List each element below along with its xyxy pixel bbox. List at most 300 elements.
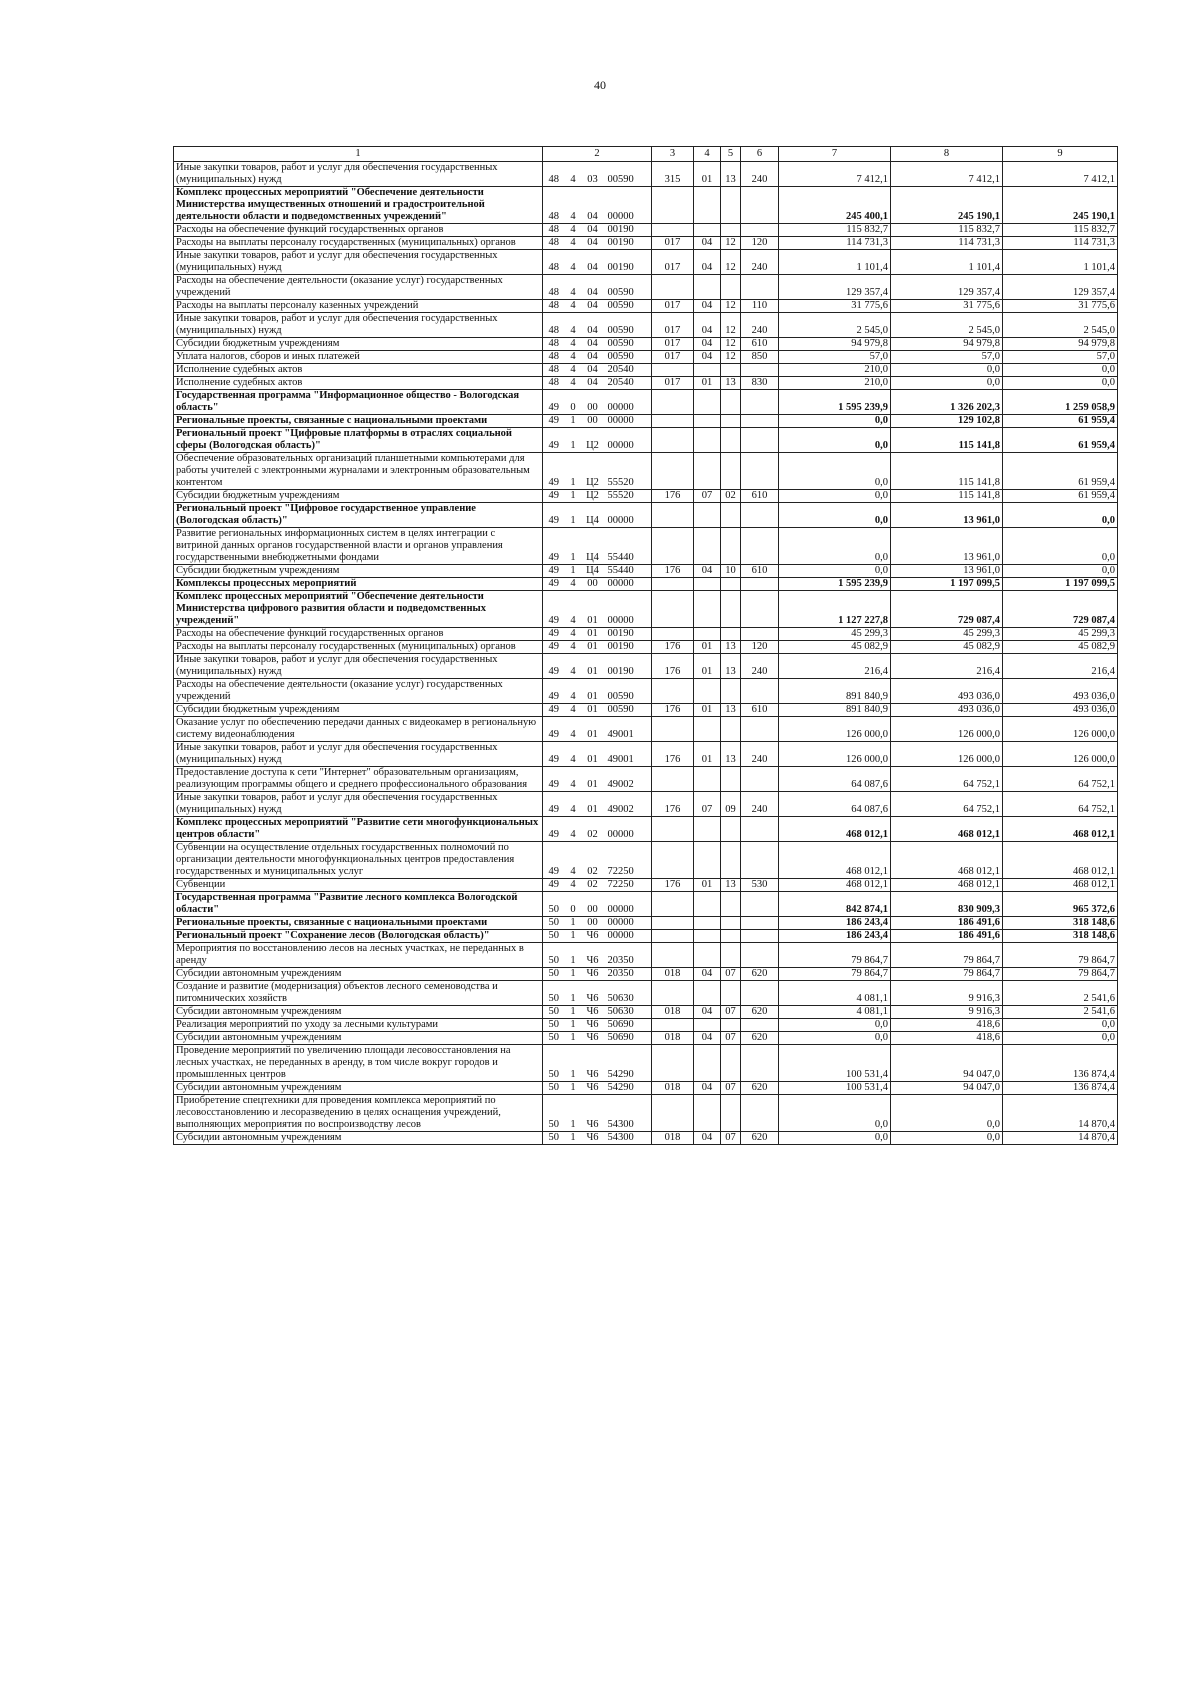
ministry-code (652, 390, 694, 415)
subprogram-code: 04 (582, 300, 604, 313)
row-name: Государственная программа "Информационное общество - Вологодская область" (174, 390, 543, 415)
value-col-8: 1 326 202,3 (891, 390, 1003, 415)
row-name: Оказание услуг по обеспечению передачи данных с видеокамер в региональную систему видеонаблюдения (174, 717, 543, 742)
expense-type-code (741, 224, 779, 237)
row-name: Государственная программа "Развитие лесного комплекса Вологодской области" (174, 892, 543, 917)
subprogram-code: 01 (582, 591, 604, 628)
ministry-code: 176 (652, 742, 694, 767)
value-col-7: 1 101,4 (779, 250, 891, 275)
value-col-7: 1 127 227,8 (779, 591, 891, 628)
subsection-code: 07 (721, 1082, 741, 1095)
page-number: 40 (594, 78, 606, 92)
direction-code: 00590 (604, 704, 652, 717)
value-col-7: 94 979,8 (779, 338, 891, 351)
value-col-7: 842 874,1 (779, 892, 891, 917)
type-code: 4 (565, 641, 582, 654)
row-name: Комплекс процессных мероприятий "Обеспечение деятельности Министерства цифрового развития области и подведомственных учреждений" (174, 591, 543, 628)
row-name: Иные закупки товаров, работ и услуг для обеспечения государственных (муниципальных) нужд (174, 742, 543, 767)
ministry-code (652, 767, 694, 792)
ministry-code (652, 717, 694, 742)
value-col-8: 830 909,3 (891, 892, 1003, 917)
subsection-code (721, 917, 741, 930)
section-code: 01 (694, 654, 721, 679)
direction-code: 00190 (604, 628, 652, 641)
subprogram-code: 02 (582, 879, 604, 892)
subprogram-code: Ч6 (582, 1006, 604, 1019)
type-code: 1 (565, 1095, 582, 1132)
ministry-code: 176 (652, 641, 694, 654)
ministry-code: 315 (652, 162, 694, 187)
subprogram-code: 01 (582, 628, 604, 641)
program-code: 50 (543, 968, 565, 981)
expense-type-code (741, 415, 779, 428)
value-col-9: 31 775,6 (1003, 300, 1118, 313)
direction-code: 54300 (604, 1132, 652, 1145)
subsection-code: 12 (721, 351, 741, 364)
section-code (694, 679, 721, 704)
expense-type-code (741, 943, 779, 968)
direction-code: 00190 (604, 654, 652, 679)
value-col-8: 418,6 (891, 1019, 1003, 1032)
ministry-code (652, 981, 694, 1006)
value-col-8: 79 864,7 (891, 943, 1003, 968)
subsection-code: 07 (721, 1032, 741, 1045)
program-code: 50 (543, 1132, 565, 1145)
direction-code: 54290 (604, 1082, 652, 1095)
row-name: Исполнение судебных актов (174, 377, 543, 390)
subprogram-code: 01 (582, 792, 604, 817)
program-code: 48 (543, 224, 565, 237)
subsection-code (721, 1019, 741, 1032)
section-code: 04 (694, 968, 721, 981)
section-code: 04 (694, 338, 721, 351)
subprogram-code: 01 (582, 641, 604, 654)
row-name: Приобретение спецтехники для проведения комплекса мероприятий по лесовосстановлению и лесоразведению в целях оснащения учреждений, выполняющих мероприятия по воспроизводству лесов (174, 1095, 543, 1132)
table-row (174, 415, 1118, 428)
direction-code: 50630 (604, 981, 652, 1006)
subprogram-code: 00 (582, 917, 604, 930)
table-row (174, 879, 1118, 892)
direction-code: 00190 (604, 250, 652, 275)
value-col-9: 2 541,6 (1003, 981, 1118, 1006)
ministry-code (652, 628, 694, 641)
program-code: 50 (543, 943, 565, 968)
subsection-code (721, 503, 741, 528)
program-code: 49 (543, 453, 565, 490)
row-name: Субсидии бюджетным учреждениям (174, 704, 543, 717)
value-col-8: 45 299,3 (891, 628, 1003, 641)
row-name: Комплекс процессных мероприятий "Развитие сети многофункциональных центров области" (174, 817, 543, 842)
direction-code: 00190 (604, 237, 652, 250)
row-name: Иные закупки товаров, работ и услуг для обеспечения государственных (муниципальных) нужд (174, 162, 543, 187)
ministry-code (652, 842, 694, 879)
subsection-code: 12 (721, 300, 741, 313)
type-code: 4 (565, 792, 582, 817)
direction-code: 00590 (604, 679, 652, 704)
program-code: 48 (543, 237, 565, 250)
header-col-8: 8 (891, 147, 1003, 162)
direction-code: 00590 (604, 351, 652, 364)
value-col-8: 0,0 (891, 1132, 1003, 1145)
value-col-9: 0,0 (1003, 503, 1118, 528)
value-col-9: 468 012,1 (1003, 842, 1118, 879)
subsection-code: 07 (721, 968, 741, 981)
subsection-code (721, 981, 741, 1006)
section-code: 07 (694, 792, 721, 817)
program-code: 49 (543, 565, 565, 578)
direction-code: 00000 (604, 578, 652, 591)
table-row (174, 351, 1118, 364)
value-col-8: 94 047,0 (891, 1082, 1003, 1095)
section-code (694, 591, 721, 628)
value-col-7: 129 357,4 (779, 275, 891, 300)
value-col-9: 2 545,0 (1003, 313, 1118, 338)
direction-code: 00000 (604, 930, 652, 943)
value-col-9: 245 190,1 (1003, 187, 1118, 224)
direction-code: 00590 (604, 300, 652, 313)
row-name: Расходы на обеспечение функций государственных органов (174, 628, 543, 641)
subsection-code: 02 (721, 490, 741, 503)
subsection-code: 13 (721, 654, 741, 679)
subsection-code (721, 717, 741, 742)
ministry-code: 017 (652, 300, 694, 313)
row-name: Субсидии бюджетным учреждениям (174, 565, 543, 578)
subsection-code: 13 (721, 742, 741, 767)
type-code: 1 (565, 565, 582, 578)
value-col-9: 1 259 058,9 (1003, 390, 1118, 415)
direction-code: 49001 (604, 717, 652, 742)
value-col-9: 468 012,1 (1003, 879, 1118, 892)
type-code: 4 (565, 817, 582, 842)
type-code: 4 (565, 351, 582, 364)
program-code: 50 (543, 1032, 565, 1045)
row-name: Иные закупки товаров, работ и услуг для обеспечения государственных (муниципальных) нужд (174, 313, 543, 338)
value-col-7: 4 081,1 (779, 981, 891, 1006)
ministry-code: 018 (652, 1006, 694, 1019)
ministry-code (652, 679, 694, 704)
ministry-code: 017 (652, 377, 694, 390)
value-col-9: 136 874,4 (1003, 1045, 1118, 1082)
ministry-code (652, 428, 694, 453)
value-col-9: 0,0 (1003, 364, 1118, 377)
program-code: 49 (543, 578, 565, 591)
type-code: 1 (565, 503, 582, 528)
section-code (694, 503, 721, 528)
section-code: 04 (694, 237, 721, 250)
type-code: 4 (565, 842, 582, 879)
subprogram-code: 01 (582, 742, 604, 767)
header-col-4: 4 (694, 147, 721, 162)
section-code (694, 1019, 721, 1032)
program-code: 48 (543, 187, 565, 224)
ministry-code: 176 (652, 490, 694, 503)
subprogram-code: Ч6 (582, 1132, 604, 1145)
expense-type-code (741, 591, 779, 628)
table-row (174, 162, 1118, 187)
value-col-7: 0,0 (779, 1019, 891, 1032)
program-code: 49 (543, 428, 565, 453)
header-col-2: 2 (543, 147, 652, 162)
subprogram-code: 04 (582, 338, 604, 351)
ministry-code (652, 591, 694, 628)
value-col-9: 2 541,6 (1003, 1006, 1118, 1019)
subsection-code (721, 390, 741, 415)
expense-type-code: 530 (741, 879, 779, 892)
section-code (694, 917, 721, 930)
table-row (174, 250, 1118, 275)
value-col-7: 0,0 (779, 1095, 891, 1132)
row-name: Проведение мероприятий по увеличению площади лесовосстановления на лесных участках, не переданных в аренду, в том числе вокруг городов и промышленных центров (174, 1045, 543, 1082)
subsection-code (721, 415, 741, 428)
value-col-9: 61 959,4 (1003, 453, 1118, 490)
table-row (174, 1006, 1118, 1019)
value-col-7: 45 299,3 (779, 628, 891, 641)
type-code: 1 (565, 453, 582, 490)
value-col-9: 318 148,6 (1003, 917, 1118, 930)
value-col-8: 13 961,0 (891, 565, 1003, 578)
section-code (694, 1095, 721, 1132)
subsection-code: 13 (721, 641, 741, 654)
expense-type-code: 240 (741, 162, 779, 187)
row-name: Региональный проект "Цифровые платформы в отраслях социальной сферы (Вологодская область)" (174, 428, 543, 453)
row-name: Обеспечение образовательных организаций планшетными компьютерами для работы учителей с электронными журналами и электронным образовательным контентом (174, 453, 543, 490)
subprogram-code: 01 (582, 704, 604, 717)
expense-type-code: 240 (741, 742, 779, 767)
table-row (174, 237, 1118, 250)
direction-code: 00590 (604, 162, 652, 187)
value-col-8: 94 047,0 (891, 1045, 1003, 1082)
ministry-code: 017 (652, 313, 694, 338)
direction-code: 20540 (604, 377, 652, 390)
subsection-code: 12 (721, 313, 741, 338)
value-col-9: 0,0 (1003, 1019, 1118, 1032)
value-col-8: 2 545,0 (891, 313, 1003, 338)
table-row (174, 338, 1118, 351)
ministry-code (652, 917, 694, 930)
ministry-code (652, 275, 694, 300)
section-code: 04 (694, 565, 721, 578)
value-col-7: 245 400,1 (779, 187, 891, 224)
value-col-9: 0,0 (1003, 1032, 1118, 1045)
expense-type-code (741, 628, 779, 641)
row-name: Субвенции (174, 879, 543, 892)
direction-code: 54290 (604, 1045, 652, 1082)
value-col-7: 64 087,6 (779, 792, 891, 817)
table-row (174, 313, 1118, 338)
program-code: 48 (543, 250, 565, 275)
program-code: 49 (543, 767, 565, 792)
expense-type-code (741, 717, 779, 742)
row-name: Расходы на выплаты персоналу государственных (муниципальных) органов (174, 641, 543, 654)
subprogram-code: Ч6 (582, 943, 604, 968)
program-code: 49 (543, 628, 565, 641)
program-code: 49 (543, 704, 565, 717)
program-code: 49 (543, 792, 565, 817)
table-body (174, 162, 1118, 1145)
section-code: 07 (694, 490, 721, 503)
table-row (174, 968, 1118, 981)
value-col-8: 64 752,1 (891, 767, 1003, 792)
table-row (174, 842, 1118, 879)
subsection-code (721, 187, 741, 224)
row-name: Региональный проект "Сохранение лесов (Вологодская область)" (174, 930, 543, 943)
subsection-code (721, 842, 741, 879)
section-code: 01 (694, 704, 721, 717)
direction-code: 00590 (604, 275, 652, 300)
ministry-code (652, 943, 694, 968)
value-col-9: 126 000,0 (1003, 742, 1118, 767)
row-name: Иные закупки товаров, работ и услуг для обеспечения государственных (муниципальных) нужд (174, 654, 543, 679)
subprogram-code: 04 (582, 224, 604, 237)
subprogram-code: 04 (582, 351, 604, 364)
table-row (174, 628, 1118, 641)
value-col-9: 57,0 (1003, 351, 1118, 364)
value-col-9: 468 012,1 (1003, 817, 1118, 842)
row-name: Комплекс процессных мероприятий "Обеспечение деятельности Министерства имущественных отношений и градостроительной деятельности области и подведомственных учреждений" (174, 187, 543, 224)
section-code: 04 (694, 351, 721, 364)
table-row (174, 717, 1118, 742)
table-row (174, 679, 1118, 704)
section-code: 04 (694, 300, 721, 313)
expense-type-code (741, 917, 779, 930)
row-name: Расходы на выплаты персоналу государственных (муниципальных) органов (174, 237, 543, 250)
subprogram-code: Ч6 (582, 930, 604, 943)
expense-type-code (741, 817, 779, 842)
expense-type-code: 620 (741, 1032, 779, 1045)
value-col-9: 7 412,1 (1003, 162, 1118, 187)
header-col-7: 7 (779, 147, 891, 162)
expense-type-code (741, 453, 779, 490)
subprogram-code: 02 (582, 817, 604, 842)
type-code: 1 (565, 528, 582, 565)
value-col-8: 468 012,1 (891, 842, 1003, 879)
row-name: Иные закупки товаров, работ и услуг для обеспечения государственных (муниципальных) нужд (174, 250, 543, 275)
value-col-9: 45 082,9 (1003, 641, 1118, 654)
value-col-9: 61 959,4 (1003, 490, 1118, 503)
expense-type-code (741, 930, 779, 943)
program-code: 49 (543, 717, 565, 742)
subprogram-code: 02 (582, 842, 604, 879)
ministry-code: 176 (652, 565, 694, 578)
ministry-code: 176 (652, 792, 694, 817)
program-code: 50 (543, 1045, 565, 1082)
program-code: 48 (543, 300, 565, 313)
type-code: 4 (565, 717, 582, 742)
subprogram-code: Ц2 (582, 453, 604, 490)
subprogram-code: Ц2 (582, 428, 604, 453)
subsection-code (721, 1095, 741, 1132)
direction-code: 55520 (604, 490, 652, 503)
type-code: 1 (565, 415, 582, 428)
value-col-8: 1 101,4 (891, 250, 1003, 275)
ministry-code: 017 (652, 338, 694, 351)
section-code (694, 428, 721, 453)
type-code: 4 (565, 250, 582, 275)
table-row (174, 1032, 1118, 1045)
value-col-7: 0,0 (779, 565, 891, 578)
type-code: 4 (565, 187, 582, 224)
section-code (694, 930, 721, 943)
value-col-8: 0,0 (891, 364, 1003, 377)
ministry-code (652, 892, 694, 917)
type-code: 1 (565, 428, 582, 453)
table-row (174, 503, 1118, 528)
table-row (174, 654, 1118, 679)
type-code: 4 (565, 654, 582, 679)
value-col-8: 7 412,1 (891, 162, 1003, 187)
value-col-8: 64 752,1 (891, 792, 1003, 817)
section-code (694, 224, 721, 237)
row-name: Расходы на обеспечение деятельности (оказание услуг) государственных учреждений (174, 679, 543, 704)
ministry-code (652, 817, 694, 842)
direction-code: 20540 (604, 364, 652, 377)
ministry-code (652, 364, 694, 377)
value-col-9: 318 148,6 (1003, 930, 1118, 943)
value-col-9: 136 874,4 (1003, 1082, 1118, 1095)
value-col-7: 468 012,1 (779, 842, 891, 879)
value-col-9: 61 959,4 (1003, 428, 1118, 453)
value-col-7: 210,0 (779, 364, 891, 377)
value-col-8: 45 082,9 (891, 641, 1003, 654)
ministry-code: 017 (652, 237, 694, 250)
value-col-9: 1 197 099,5 (1003, 578, 1118, 591)
header-col-9: 9 (1003, 147, 1118, 162)
table-row (174, 364, 1118, 377)
direction-code: 49002 (604, 767, 652, 792)
program-code: 50 (543, 1095, 565, 1132)
subsection-code (721, 767, 741, 792)
program-code: 49 (543, 591, 565, 628)
direction-code: 00000 (604, 892, 652, 917)
subprogram-code: 04 (582, 237, 604, 250)
program-code: 50 (543, 981, 565, 1006)
type-code: 4 (565, 338, 582, 351)
type-code: 4 (565, 313, 582, 338)
subprogram-code: Ц4 (582, 565, 604, 578)
section-code (694, 943, 721, 968)
subsection-code (721, 578, 741, 591)
value-col-8: 79 864,7 (891, 968, 1003, 981)
expense-type-code (741, 679, 779, 704)
value-col-9: 129 357,4 (1003, 275, 1118, 300)
value-col-8: 13 961,0 (891, 503, 1003, 528)
section-code (694, 528, 721, 565)
value-col-7: 114 731,3 (779, 237, 891, 250)
value-col-7: 57,0 (779, 351, 891, 364)
subsection-code (721, 1045, 741, 1082)
subprogram-code: 01 (582, 767, 604, 792)
value-col-9: 61 959,4 (1003, 415, 1118, 428)
subsection-code (721, 528, 741, 565)
direction-code: 00000 (604, 428, 652, 453)
expense-type-code: 620 (741, 968, 779, 981)
program-code: 49 (543, 742, 565, 767)
expense-type-code: 610 (741, 338, 779, 351)
type-code: 1 (565, 968, 582, 981)
program-code: 50 (543, 892, 565, 917)
table-row (174, 1045, 1118, 1082)
value-col-7: 64 087,6 (779, 767, 891, 792)
value-col-8: 114 731,3 (891, 237, 1003, 250)
program-code: 48 (543, 351, 565, 364)
direction-code: 00000 (604, 415, 652, 428)
direction-code: 20350 (604, 968, 652, 981)
expense-type-code: 620 (741, 1132, 779, 1145)
subprogram-code: 04 (582, 364, 604, 377)
value-col-9: 64 752,1 (1003, 767, 1118, 792)
row-name: Расходы на обеспечение функций государственных органов (174, 224, 543, 237)
section-code (694, 390, 721, 415)
